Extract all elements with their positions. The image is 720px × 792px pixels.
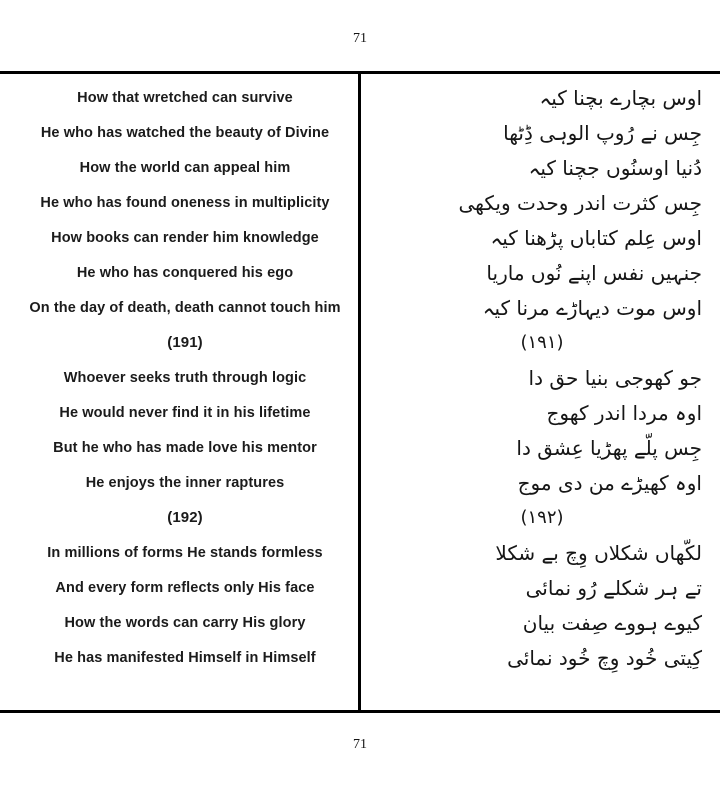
urdu-line: تے ہر شکلے رُو نمائی: [525, 575, 702, 600]
poem-row: [0, 360, 720, 395]
poem-row: [0, 150, 720, 185]
poem-row: [0, 640, 720, 675]
english-line: How the world can appeal him: [79, 159, 291, 176]
urdu-line: جِس کثرت اندر وحدت ویکھی: [458, 190, 702, 215]
bottom-rule: [0, 710, 720, 713]
poem-row: [0, 115, 720, 150]
english-line: Whoever seeks truth through logic: [63, 369, 307, 386]
poem-row: [0, 80, 720, 115]
urdu-line: جِس نے رُوپ الوہی ڈِٹھا: [503, 120, 702, 145]
poem-row: [0, 465, 720, 500]
poem-row: [0, 185, 720, 220]
poem-rows: [0, 80, 720, 675]
poem-row: [0, 570, 720, 605]
urdu-line: جنہیں نفس اپنے نُوں ماریا: [486, 260, 702, 285]
poem-row: [0, 255, 720, 290]
urdu-line: دُنیا اوسنُوں جچنا کیہ: [528, 155, 702, 180]
english-line: In millions of forms He stands formless: [47, 544, 323, 561]
english-line: He who has found oneness in multiplicity: [40, 194, 330, 211]
english-line: How books can render him knowledge: [51, 229, 319, 246]
english-line: He has manifested Himself in Himself: [54, 649, 316, 666]
page-number-top: 71: [353, 31, 367, 46]
poem-row: [0, 430, 720, 465]
poem-row: [0, 220, 720, 255]
english-line: On the day of death, death cannot touch him: [29, 299, 341, 316]
urdu-line: اوس موت دیہاڑے مرنا کیہ: [482, 295, 702, 320]
urdu-line: جو کھوجی بنیا حق دا: [528, 365, 702, 390]
poem-row: [0, 290, 720, 325]
english-line: He who has conquered his ego: [76, 264, 294, 281]
english-line: (191): [167, 334, 203, 351]
english-line: But he who has made love his mentor: [53, 439, 317, 456]
english-line: He would never find it in his lifetime: [59, 404, 311, 421]
english-line: He who has watched the beauty of Divine: [40, 124, 330, 141]
page-number-bottom: 71: [353, 737, 367, 752]
english-line: And every form reflects only His face: [55, 579, 315, 596]
poem-row: [0, 395, 720, 430]
urdu-line: اوس بچارے بچنا کیہ: [539, 85, 702, 110]
urdu-line: کِیتی خُود وِچ خُود نمائی: [507, 645, 702, 670]
urdu-line: اوس عِلم کتاباں پڑھنا کیہ: [490, 225, 702, 250]
couplet-number-row: [0, 500, 720, 535]
urdu-line: اوہ کھیڑے من دی موج: [517, 470, 702, 495]
english-line: How that wretched can survive: [77, 89, 293, 106]
poem-row: [0, 535, 720, 570]
english-line: (192): [167, 509, 203, 526]
couplet-number-row: [0, 325, 720, 360]
urdu-line: اوہ مردا اندر کھوج: [546, 400, 702, 425]
urdu-line: لکّھاں شکلاں وِچ بے شکلا: [495, 540, 702, 565]
urdu-line: (۱۹۲): [520, 507, 564, 528]
english-line: He enjoys the inner raptures: [85, 474, 285, 491]
poem-row: [0, 605, 720, 640]
english-line: How the words can carry His glory: [64, 614, 306, 631]
urdu-line: (۱۹۱): [520, 332, 564, 353]
urdu-line: جِس پلّے پھڑیا عِشق دا: [516, 435, 702, 460]
urdu-line: کیوے ہووے صِفت بیان: [522, 610, 702, 635]
